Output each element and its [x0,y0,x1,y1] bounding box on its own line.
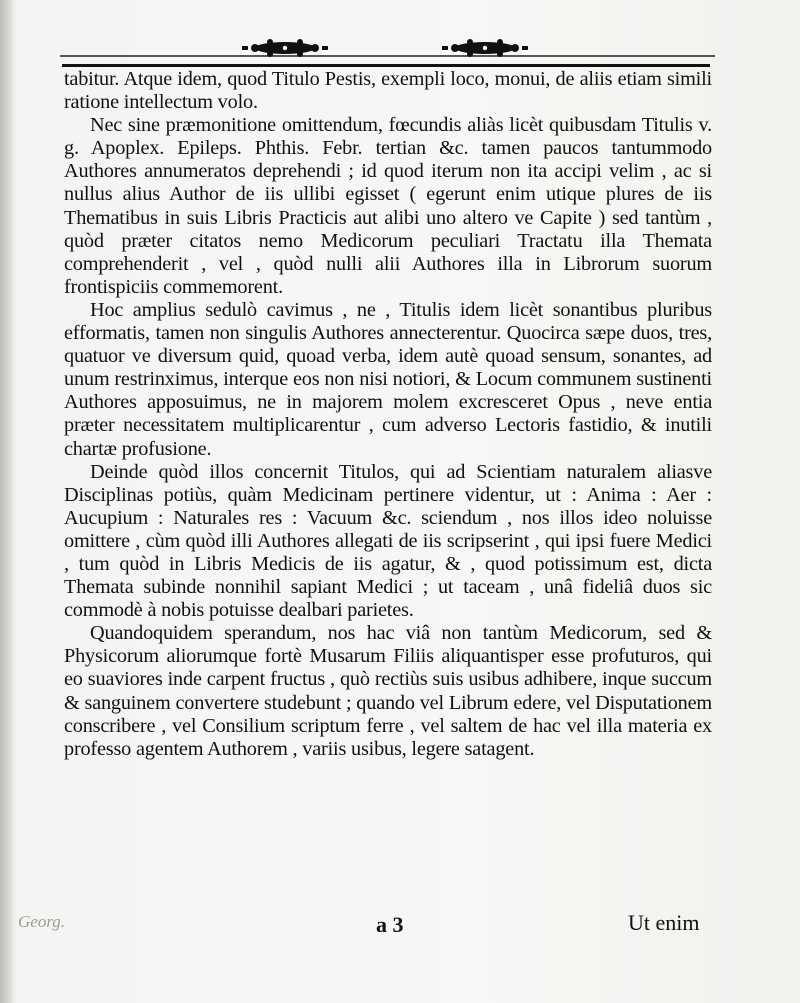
catchword: Ut enim [628,910,700,935]
headpiece-ornament [60,36,715,66]
paragraph: Nec sine præmonitione omittendum, fœcundis aliàs licèt quibusdam Titulis v. g. Apoplex. Epileps. Phthis. Febr. tertian &c. tamen paucos tantummodo Authores annumeratos deprehendi ; id quod iterum non ita accipi velim , ac si nullus alius Author de iis ullibi egisset ( egerunt enim utique plures de iis Thematibus in suis Libris Practicis aut alibi uno altero ve Capite ) sed tantùm , quòd præter citatos nemo Medicorum peculiari Tractatu illa Themata comprehenderit , vel , quòd nulli alii Authores illa in Librorum suorum frontispiciis commemorent. [64,114,712,298]
head-rule [62,64,710,67]
paragraph: Deinde quòd illos concernit Titulos, qui ad Scientiam naturalem aliasve Disciplinas potiùs, quàm Medicinam pertinere videntur, ut : Anima : Aer : Aucupium : Naturales res : Vacuum &c. sciendum , nos illos ideo noluisse omittere , cùm quòd illi Authores allegati de iis scripserint , qui ipsi fuere Medici , tum quòd in Libris Medicis de iis agatur, & , quod potissimum est, dicta Themata subinde nonnihil sapiant Medici ; ut taceam , unâ fideliâ duos sic commodè à nobis potuisse dealbari parietes. [64,460,712,622]
signature-mark: a 3 [376,912,404,937]
paragraph: Hoc amplius sedulò cavimus , ne , Titulis idem licèt sonantibus pluribus efformatis, tamen non singulis Authores annecterentur. Quocirca sæpe duos, tres, quatuor ve diversum quid, quoad verba, idem autè quoad sensum, sonantes, ad unum restrinximus, interque eos non nisi notiori, & Locum communem sustinenti Authores apposuimus, ne in majorem molem excresceret Opus , neve entia præter necessitatem multiplicarentur , cum adverso Lectoris fastidio, & inutili chartæ profusione. [64,298,712,460]
paragraph: Quandoquidem sperandum, nos hac viâ non tantùm Medicorum, sed & Physicorum aliorumque fortè Musarum Filiis aliquantisper esse profuturos, qui eo suaviores inde carpent fructus , quò rectiùs suis usibus adhibere, inque succum & sanguinem convertere studebunt ; quando vel Librum edere, vel Disputationem conscribere , vel Consilium scriptum ferre , vel saltem de hac vel illa materia ex professo agentem Authorem , variis usibus, legere satagent. [64,622,712,760]
paragraph: tabitur. Atque idem, quod Titulo Pestis, exempli loco, monui, de aliis etiam simili ratione intellectum volo. [64,68,712,114]
body-text [64,68,712,761]
library-stamp: Georg. [18,912,66,931]
gutter-shadow [0,0,14,1003]
